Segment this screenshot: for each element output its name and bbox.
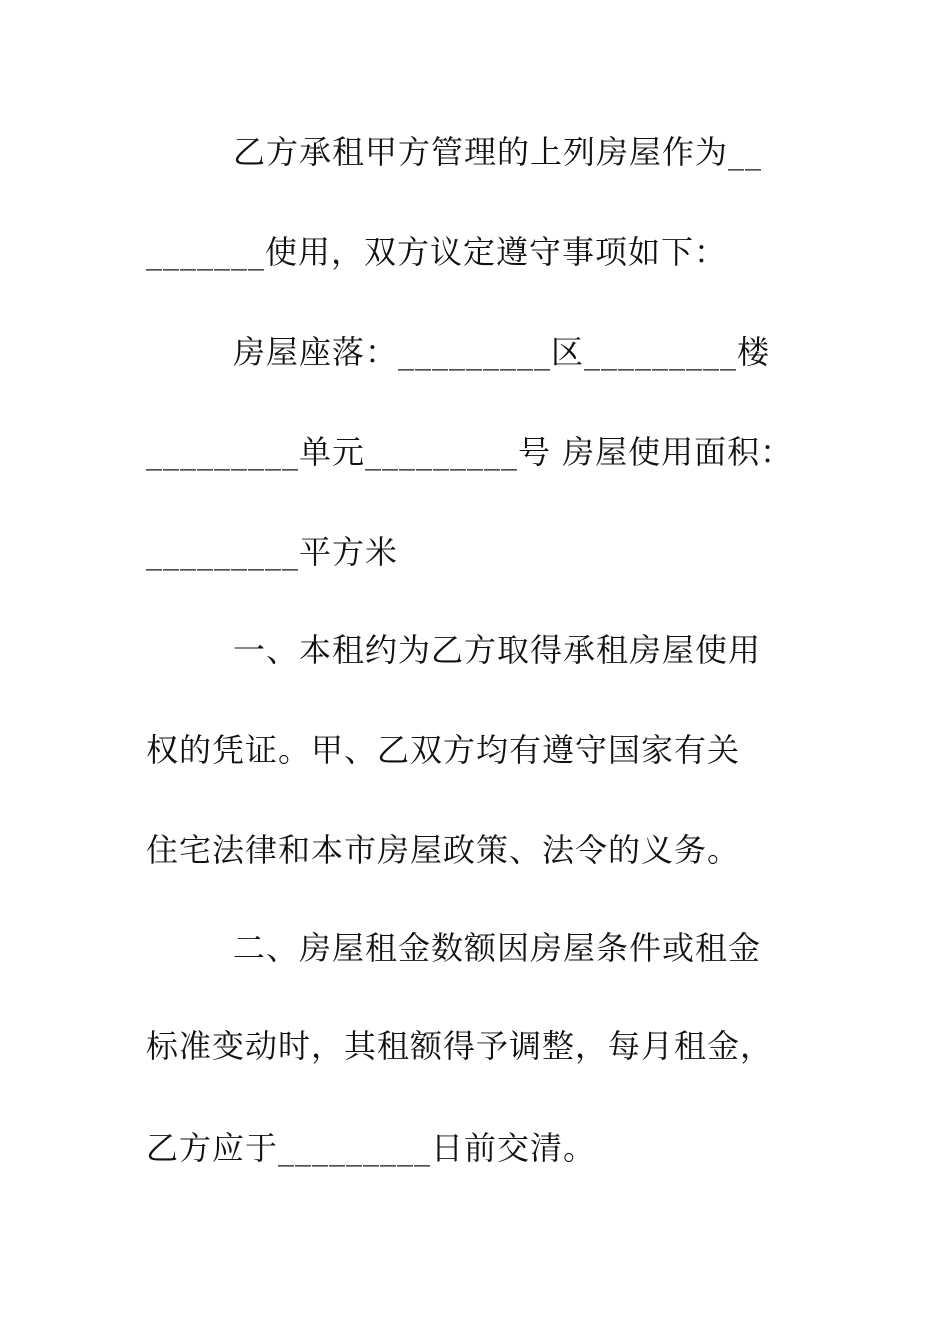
text-line: 房屋座落：_________区_________楼 — [233, 333, 771, 371]
text-line: 乙方承租甲方管理的上列房屋作为__ — [233, 133, 763, 171]
text-line: _________平方米 — [146, 533, 399, 571]
text-line: _______使用，双方议定遵守事项如下： — [146, 233, 728, 271]
text-line: 权的凭证。甲、乙双方均有遵守国家有关 — [146, 731, 741, 769]
text-line: 乙方应于_________日前交清。 — [146, 1129, 597, 1167]
text-line: 住宅法律和本市房屋政策、法令的义务。 — [146, 831, 741, 869]
text-line: 标准变动时，其租额得予调整，每月租金， — [146, 1027, 774, 1065]
text-line: 一、本租约为乙方取得承租房屋使用 — [233, 631, 762, 669]
text-line: 二、房屋租金数额因房屋条件或租金 — [233, 929, 762, 967]
text-line: _________单元_________号 房屋使用面积： — [146, 433, 794, 471]
